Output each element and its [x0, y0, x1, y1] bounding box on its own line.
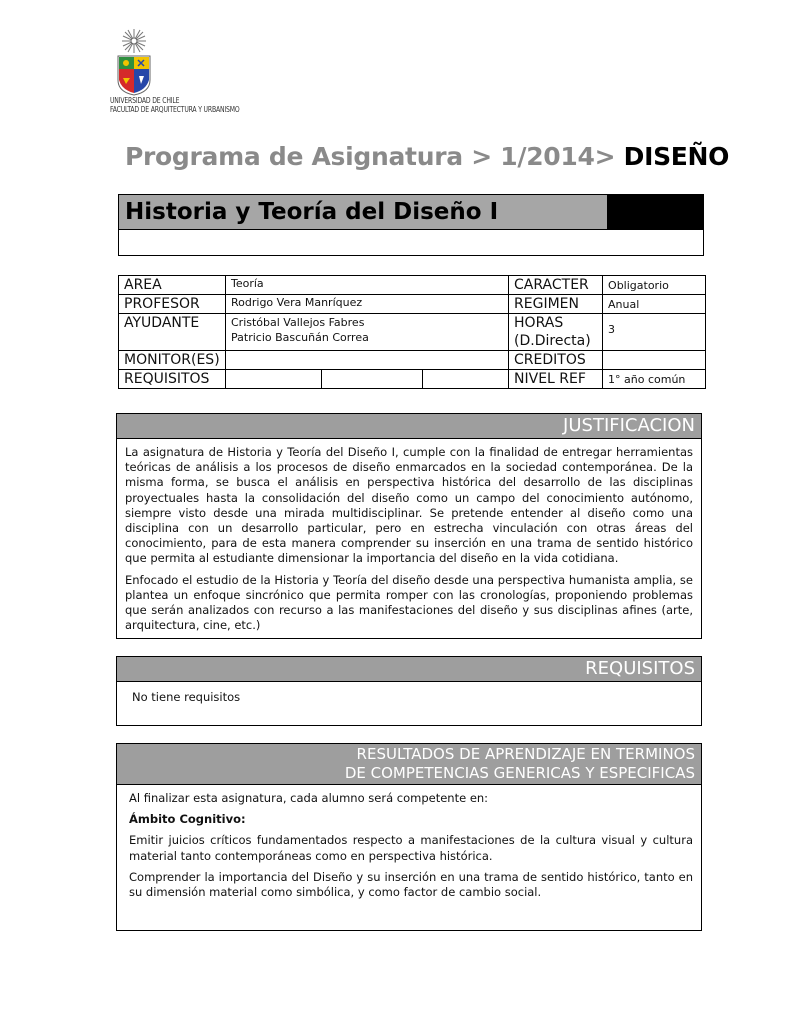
area-label: AREA [119, 276, 226, 295]
table-row [119, 276, 706, 295]
resultados-section [116, 743, 702, 931]
resultados-intro: Al finalizar esta asignatura, cada alumno será competente en: [129, 791, 489, 805]
ayudante-label: AYUDANTE [119, 314, 226, 351]
requisitos-heading: REQUISITOS [117, 657, 701, 682]
regimen-label: REGIMEN [509, 295, 603, 314]
requisitos-text: No tiene requisitos [132, 690, 241, 704]
resultados-heading-line-2: DE COMPETENCIAS GENERICAS Y ESPECIFICAS [344, 764, 695, 782]
monitor-value [226, 351, 509, 370]
course-header [119, 195, 703, 230]
ayudante-name-1: Cristóbal Vallejos Fabres [231, 316, 365, 329]
table-row [119, 351, 706, 370]
requisitos-body [117, 682, 701, 715]
regimen-value: Anual [603, 295, 706, 314]
justificacion-heading: JUSTIFICACION [117, 414, 701, 439]
title-highlight: DISEÑO [623, 142, 730, 171]
table-row [119, 370, 706, 389]
profesor-value: Rodrigo Vera Manríquez [226, 295, 509, 314]
justificacion-body [117, 439, 701, 643]
university-logo-block [110, 26, 290, 114]
nivel-label: NIVEL REF [509, 370, 603, 389]
course-box [118, 194, 704, 256]
resultados-body [117, 785, 701, 910]
ayudante-value [226, 314, 509, 351]
requisitos-label: REQUISITOS [119, 370, 226, 389]
university-crest-icon [114, 26, 154, 96]
horas-value: 3 [603, 314, 706, 351]
horas-label-line-2: (D.Directa) [514, 333, 591, 349]
creditos-label: CREDITOS [509, 351, 603, 370]
area-value: Teoría [226, 276, 509, 295]
title-prefix: Programa de Asignatura > 1/2014> [125, 142, 624, 171]
requisitos-section [116, 656, 702, 726]
caracter-value: Obligatorio [603, 276, 706, 295]
course-header-block [607, 195, 703, 229]
monitor-label: MONITOR(ES) [119, 351, 226, 370]
justificacion-paragraph-1: La asignatura de Historia y Teoría del Diseño I, cumple con la finalidad de entregar herramientas teóricas de análisis a los procesos de diseño enmarcados en la sociedad contemporánea. De la misma forma, se busca el análisis en perspectiva histórica del desarrollo de las disciplinas proyectuales hasta la consolidación del diseño como un campo del conocimiento autónomo, siempre visto desde una mirada multidisciplinar. Se pretende entender al diseño como una disciplina con un desarrollo particular, pero en estrecha vinculación con otras áreas del conocimiento, para de esta manera comprender su inserción en una trama de sentido histórico que permita al estudiante dimensionar la importancia del diseño en la vida cotidiana. [125, 445, 693, 566]
faculty-name: FACULTAD DE ARQUITECTURA Y URBANISMO [110, 105, 240, 114]
course-info-table [118, 275, 706, 389]
table-row [119, 295, 706, 314]
ambito-cognitivo: Ámbito Cognitivo: [129, 812, 246, 827]
requisito-cell-1 [226, 370, 322, 389]
creditos-value [603, 351, 706, 370]
nivel-value: 1° año común [603, 370, 706, 389]
resultados-heading-line-1: RESULTADOS DE APRENDIZAJE EN TERMINOS [356, 745, 695, 763]
requisito-cell-3 [423, 370, 509, 389]
page-title [125, 142, 729, 171]
horas-label [509, 314, 603, 351]
course-name: Historia y Teoría del Diseño I [119, 195, 607, 229]
justificacion-section [116, 413, 702, 639]
justificacion-paragraph-2: Enfocado el estudio de la Historia y Teoría del diseño desde una perspectiva humanista amplia, se plantea un enfoque sincrónico que permita romper con las cronologías, proponiendo problemas que serán analizados con recurso a las manifestaciones del diseño y sus disciplinas afines (arte, arquitectura, cine, etc.) [125, 572, 693, 633]
ayudante-name-2: Patricio Bascuñán Correa [231, 331, 369, 344]
horas-label-line-1: HORAS [514, 315, 564, 331]
table-row [119, 314, 706, 351]
resultados-paragraph-2: Comprender la importancia del Diseño y su inserción en una trama de sentido histórico, tanto en su dimensión material como simbólica, y como factor de cambio social. [129, 869, 693, 900]
requisito-cell-2 [322, 370, 423, 389]
resultados-paragraph-1: Emitir juicios críticos fundamentados respecto a manifestaciones de la cultura visual y cultura material tanto contemporáneas como en perspectiva histórica. [129, 833, 693, 863]
resultados-heading [117, 744, 701, 785]
profesor-label: PROFESOR [119, 295, 226, 314]
university-name: UNIVERSIDAD DE CHILE [110, 96, 180, 105]
caracter-label: CARACTER [509, 276, 603, 295]
